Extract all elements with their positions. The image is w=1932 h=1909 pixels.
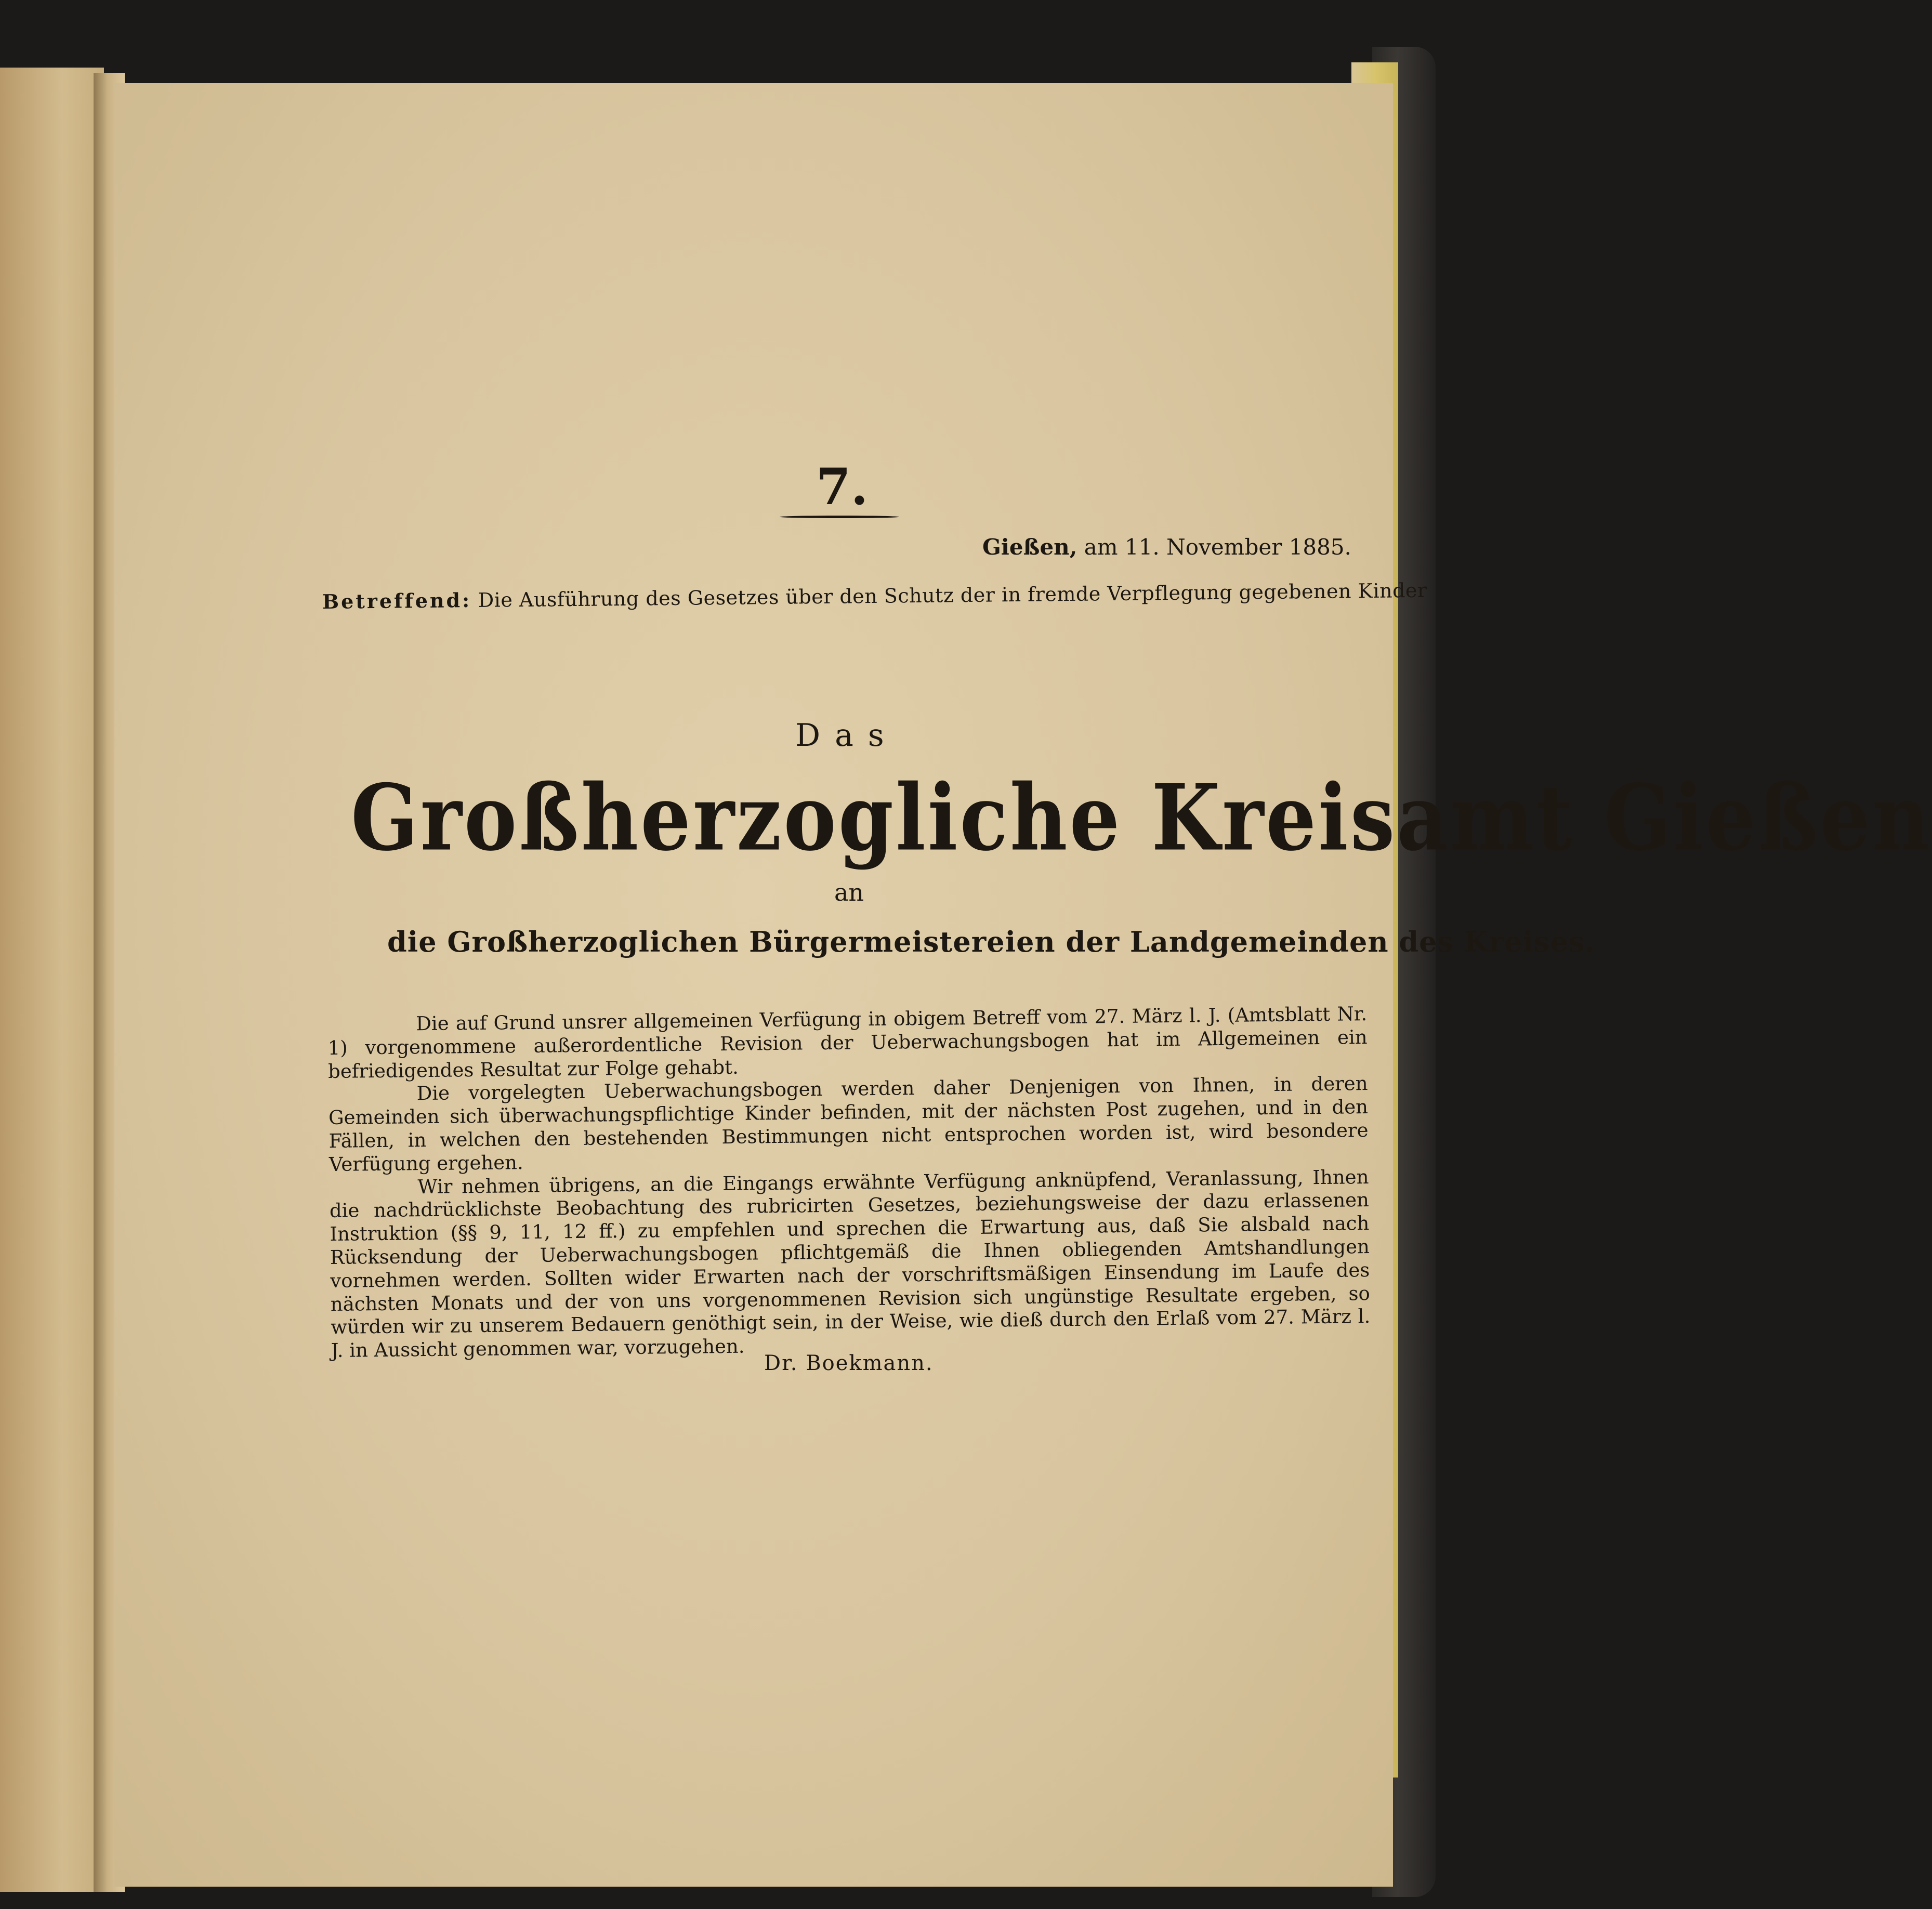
- paragraph: Die auf Grund unsrer allgemeinen Verfügung in obigem Betreff vom 27. März l. J. (Amtsblatt Nr. 1) vorgenommene außerordentliche Revision der Ueberwachungsbogen hat im Allgemeinen ein befriedigendes Resultat zur Folge gehabt.: [327, 1003, 1368, 1083]
- document-number: 7.: [816, 457, 869, 516]
- left-page-edge: [0, 68, 104, 1892]
- main-heading: Großherzogliche Kreisamt Gießen: [351, 764, 1932, 871]
- paragraph: Wir nehmen übrigens, an die Eingangs erwähnte Verfügung anknüpfend, Veranlassung, Ihnen die nachdrücklichste Beobachtung des rubricirten Gesetzes, beziehungsweise der dazu erlassenen Instruktion (§§ 9, 11, 12 ff.) zu empfehlen und sprechen die Erwartung aus, daß Sie alsbald nach Rücksendung der Ueberwachungsbogen pflichtgemäß die Ihnen obliegenden Amtshandlungen vornehmen werden. Sollten wider Erwarten nach der vorschriftsmäßigen Einsendung im Laufe des nächsten Monats und der von uns vorgenommenen Revision sich ungünstige Resultate ergeben, so würden wir zu unserem Bedauern genöthigt sein, in der Weise, wie dieß durch den Erlaß vom 27. März l. J. in Aussicht genommen war, vorzugehen.: [329, 1165, 1371, 1362]
- body-text: [327, 1003, 1371, 1363]
- dateline-place: Gießen,: [982, 534, 1077, 560]
- signature: Dr. Boekmann.: [764, 1351, 934, 1375]
- regarding-line: [322, 578, 1427, 613]
- dateline: [982, 534, 1351, 560]
- subheading: die Großherzoglichen Bürgermeistereien der Landgemeinden des Kreises.: [387, 925, 1595, 958]
- number-underline: [780, 516, 899, 518]
- regarding-text: Die Ausführung des Gesetzes über den Schutz der in fremde Verpflegung gegebenen Kinder: [471, 578, 1427, 612]
- document-page: [114, 83, 1932, 1887]
- das-word: Das: [795, 717, 899, 754]
- an-word: an: [834, 878, 864, 906]
- paragraph: Die vorgelegten Ueberwachungsbogen werden daher Denjenigen von Ihnen, in deren Gemeinden sich überwachungspflichtige Kinder befinden, mit der nächsten Post zugehen, und in den Fällen, in welchen den bestehenden Bestimmungen nicht entsprochen worden ist, wird besondere Verfügung ergehen.: [328, 1072, 1369, 1176]
- dateline-date: am 11. November 1885.: [1077, 534, 1351, 560]
- regarding-label: Betreffend:: [322, 588, 472, 613]
